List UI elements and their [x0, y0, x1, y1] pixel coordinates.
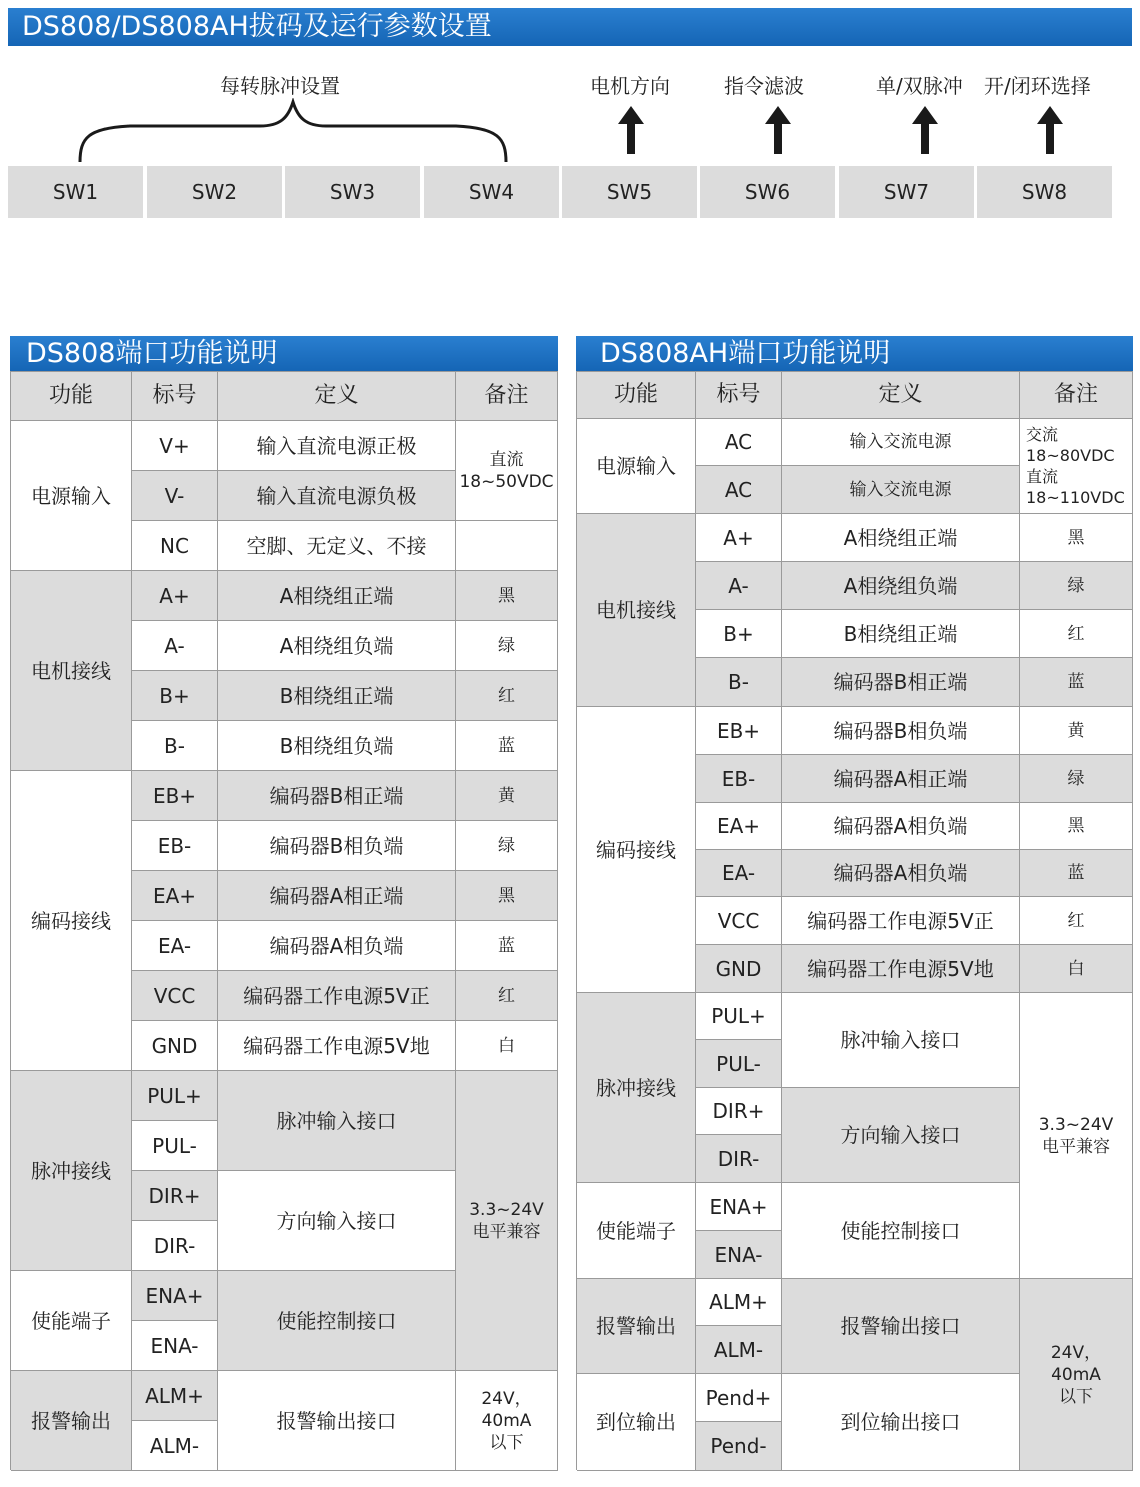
definition-cell: 报警输出接口	[218, 1371, 456, 1471]
definition-cell: 方向输入接口	[218, 1171, 456, 1271]
table-title: DS808端口功能说明	[26, 338, 278, 369]
pin-label: EA+	[132, 871, 218, 921]
note-cell: 黑	[456, 871, 558, 921]
pin-label: B+	[132, 671, 218, 721]
definition-cell: 到位输出接口	[782, 1374, 1020, 1471]
group-cell: 电机接线	[11, 571, 132, 771]
note-cell	[456, 1371, 558, 1471]
note-text: 3.3~24V 电平兼容	[469, 1199, 544, 1242]
group-cell: 报警输出	[11, 1371, 132, 1471]
page-title: DS808/DS808AH拔码及运行参数设置	[22, 11, 492, 42]
pin-label: Pend+	[696, 1374, 782, 1422]
definition-cell: 编码器A相负端	[782, 850, 1020, 897]
ds808-port-table	[10, 336, 558, 1470]
pin-label: A-	[696, 562, 782, 610]
note-cell: 蓝	[456, 721, 558, 771]
pin-label: EB+	[132, 771, 218, 821]
definition-cell: 报警输出接口	[782, 1279, 1020, 1374]
pin-label: VCC	[132, 971, 218, 1021]
note-cell: 绿	[456, 621, 558, 671]
pin-label: ENA+	[696, 1183, 782, 1231]
definition-cell: 编码器B相负端	[782, 707, 1020, 755]
note-cell	[456, 1071, 558, 1371]
arrow-up-icon	[910, 106, 940, 154]
pin-label: AC	[696, 419, 782, 466]
note-cell: 白	[1020, 945, 1133, 993]
note-cell: 绿	[1020, 562, 1133, 610]
switch-sw6: SW6	[700, 166, 835, 218]
note-cell: 黄	[456, 771, 558, 821]
group-cell: 脉冲接线	[577, 993, 696, 1183]
pin-label: A+	[132, 571, 218, 621]
note-cell: 红	[1020, 897, 1133, 945]
note-cell	[1020, 993, 1133, 1279]
pin-label: V+	[132, 421, 218, 471]
note-cell: 蓝	[1020, 850, 1133, 897]
note-cell: 黑	[456, 571, 558, 621]
sw6-label: 指令滤波	[724, 74, 804, 98]
note-text: 交流 18~80VDC 直流 18~110VDC	[1026, 425, 1125, 507]
note-cell: 绿	[1020, 755, 1133, 803]
note-cell: 红	[1020, 610, 1133, 658]
pin-label: NC	[132, 521, 218, 571]
switch-sw7: SW7	[839, 166, 974, 218]
arrow-up-icon	[616, 106, 646, 154]
pin-label: PUL-	[696, 1040, 782, 1088]
switch-sw3: SW3	[285, 166, 420, 218]
pin-label: EB-	[696, 755, 782, 803]
note-cell	[456, 521, 558, 571]
definition-cell: 空脚、无定义、不接	[218, 521, 456, 571]
pin-label: DIR+	[696, 1088, 782, 1135]
definition-cell: 编码器工作电源5V正	[218, 971, 456, 1021]
definition-cell: A相绕组负端	[218, 621, 456, 671]
pin-label: ENA+	[132, 1271, 218, 1321]
group-cell: 电源输入	[577, 419, 696, 514]
pin-label: ALM+	[696, 1279, 782, 1326]
definition-cell: 方向输入接口	[782, 1088, 1020, 1183]
note-cell	[1020, 1279, 1133, 1471]
pin-label: ALM-	[132, 1421, 218, 1471]
definition-cell: 输入直流电源负极	[218, 471, 456, 521]
note-cell: 蓝	[456, 921, 558, 971]
pin-label: DIR+	[132, 1171, 218, 1221]
definition-cell: 编码器A相负端	[782, 803, 1020, 850]
group-cell: 使能端子	[11, 1271, 132, 1371]
pin-label: PUL+	[696, 993, 782, 1040]
switch-sw4: SW4	[424, 166, 559, 218]
definition-cell: B相绕组正端	[218, 671, 456, 721]
definition-cell: 输入交流电源	[782, 466, 1020, 514]
definition-cell: 编码器B相正端	[218, 771, 456, 821]
definition-cell: 编码器工作电源5V正	[782, 897, 1020, 945]
pin-label: EA-	[696, 850, 782, 897]
sw8-label: 开/闭环选择	[984, 74, 1091, 98]
column-header: 定义	[782, 372, 1020, 419]
pin-label: DIR-	[696, 1135, 782, 1183]
pin-label: ENA-	[696, 1231, 782, 1279]
arrow-up-icon	[1035, 106, 1065, 154]
pin-label: GND	[696, 945, 782, 993]
note-cell: 红	[456, 671, 558, 721]
definition-cell: A相绕组正端	[218, 571, 456, 621]
pin-label: A+	[696, 514, 782, 562]
switch-sw1: SW1	[8, 166, 143, 218]
note-cell	[1020, 419, 1133, 514]
note-text: 24V， 40mA 以下	[481, 1388, 532, 1453]
column-header: 标号	[696, 372, 782, 419]
pin-label: B-	[132, 721, 218, 771]
pin-label: Pend-	[696, 1422, 782, 1471]
group-cell: 电源输入	[11, 421, 132, 571]
column-header: 备注	[456, 372, 558, 421]
note-text: 3.3~24V 电平兼容	[1038, 1114, 1114, 1157]
pin-label: DIR-	[132, 1221, 218, 1271]
pin-label: ALM-	[696, 1326, 782, 1374]
group-cell: 使能端子	[577, 1183, 696, 1279]
table-title: DS808AH端口功能说明	[600, 338, 891, 369]
pin-label: VCC	[696, 897, 782, 945]
definition-cell: 使能控制接口	[782, 1183, 1020, 1279]
pin-label: GND	[132, 1021, 218, 1071]
note-cell: 黑	[1020, 803, 1133, 850]
definition-cell: 编码器A相正端	[218, 871, 456, 921]
pin-label: V-	[132, 471, 218, 521]
definition-cell: A相绕组负端	[782, 562, 1020, 610]
column-header: 功能	[577, 372, 696, 419]
definition-cell: A相绕组正端	[782, 514, 1020, 562]
definition-cell: B相绕组正端	[782, 610, 1020, 658]
pin-label: ENA-	[132, 1321, 218, 1371]
switch-sw8: SW8	[977, 166, 1112, 218]
group-cell: 电机接线	[577, 514, 696, 707]
note-cell	[456, 421, 558, 521]
sw5-label: 电机方向	[590, 74, 670, 98]
definition-cell: B相绕组负端	[218, 721, 456, 771]
definition-cell: 脉冲输入接口	[218, 1071, 456, 1171]
note-cell: 红	[456, 971, 558, 1021]
group-cell: 报警输出	[577, 1279, 696, 1374]
note-text: 直流 18~50VDC	[459, 449, 554, 492]
definition-cell: 使能控制接口	[218, 1271, 456, 1371]
switch-sw5: SW5	[562, 166, 697, 218]
pin-label: A-	[132, 621, 218, 671]
switch-sw2: SW2	[147, 166, 282, 218]
ds808ah-port-table	[576, 336, 1133, 1470]
group-cell: 脉冲接线	[11, 1071, 132, 1271]
pin-label: B+	[696, 610, 782, 658]
pulses-per-rev-label: 每转脉冲设置	[220, 74, 340, 98]
definition-cell: 编码器A相正端	[782, 755, 1020, 803]
arrow-up-icon	[763, 106, 793, 154]
dip-switch-row	[8, 166, 1114, 218]
group-cell: 到位输出	[577, 1374, 696, 1471]
definition-cell: 编码器B相负端	[218, 821, 456, 871]
note-cell: 黄	[1020, 707, 1133, 755]
pin-label: EA-	[132, 921, 218, 971]
pin-label: AC	[696, 466, 782, 514]
definition-cell: 输入直流电源正极	[218, 421, 456, 471]
table-title-banner	[576, 336, 1133, 371]
definition-cell: 编码器工作电源5V地	[218, 1021, 456, 1071]
column-header: 备注	[1020, 372, 1133, 419]
column-header: 功能	[11, 372, 132, 421]
column-header: 定义	[218, 372, 456, 421]
note-text: 24V， 40mA 以下	[1050, 1342, 1102, 1407]
definition-cell: 编码器工作电源5V地	[782, 945, 1020, 993]
definition-cell: 编码器B相正端	[782, 658, 1020, 707]
curly-brace-icon	[70, 98, 516, 168]
pin-label: EA+	[696, 803, 782, 850]
column-header: 标号	[132, 372, 218, 421]
note-cell: 白	[456, 1021, 558, 1071]
table-title-banner	[10, 336, 558, 371]
definition-cell: 编码器A相负端	[218, 921, 456, 971]
pin-label: B-	[696, 658, 782, 707]
sw7-label: 单/双脉冲	[876, 74, 963, 98]
pin-label: PUL+	[132, 1071, 218, 1121]
pin-label: PUL-	[132, 1121, 218, 1171]
group-cell: 编码接线	[11, 771, 132, 1071]
pin-label: ALM+	[132, 1371, 218, 1421]
title-banner	[8, 8, 1132, 46]
pin-label: EB+	[696, 707, 782, 755]
definition-cell: 输入交流电源	[782, 419, 1020, 466]
note-cell: 蓝	[1020, 658, 1133, 707]
group-cell: 编码接线	[577, 707, 696, 993]
note-cell: 绿	[456, 821, 558, 871]
pin-label: EB-	[132, 821, 218, 871]
definition-cell: 脉冲输入接口	[782, 993, 1020, 1088]
note-cell: 黑	[1020, 514, 1133, 562]
